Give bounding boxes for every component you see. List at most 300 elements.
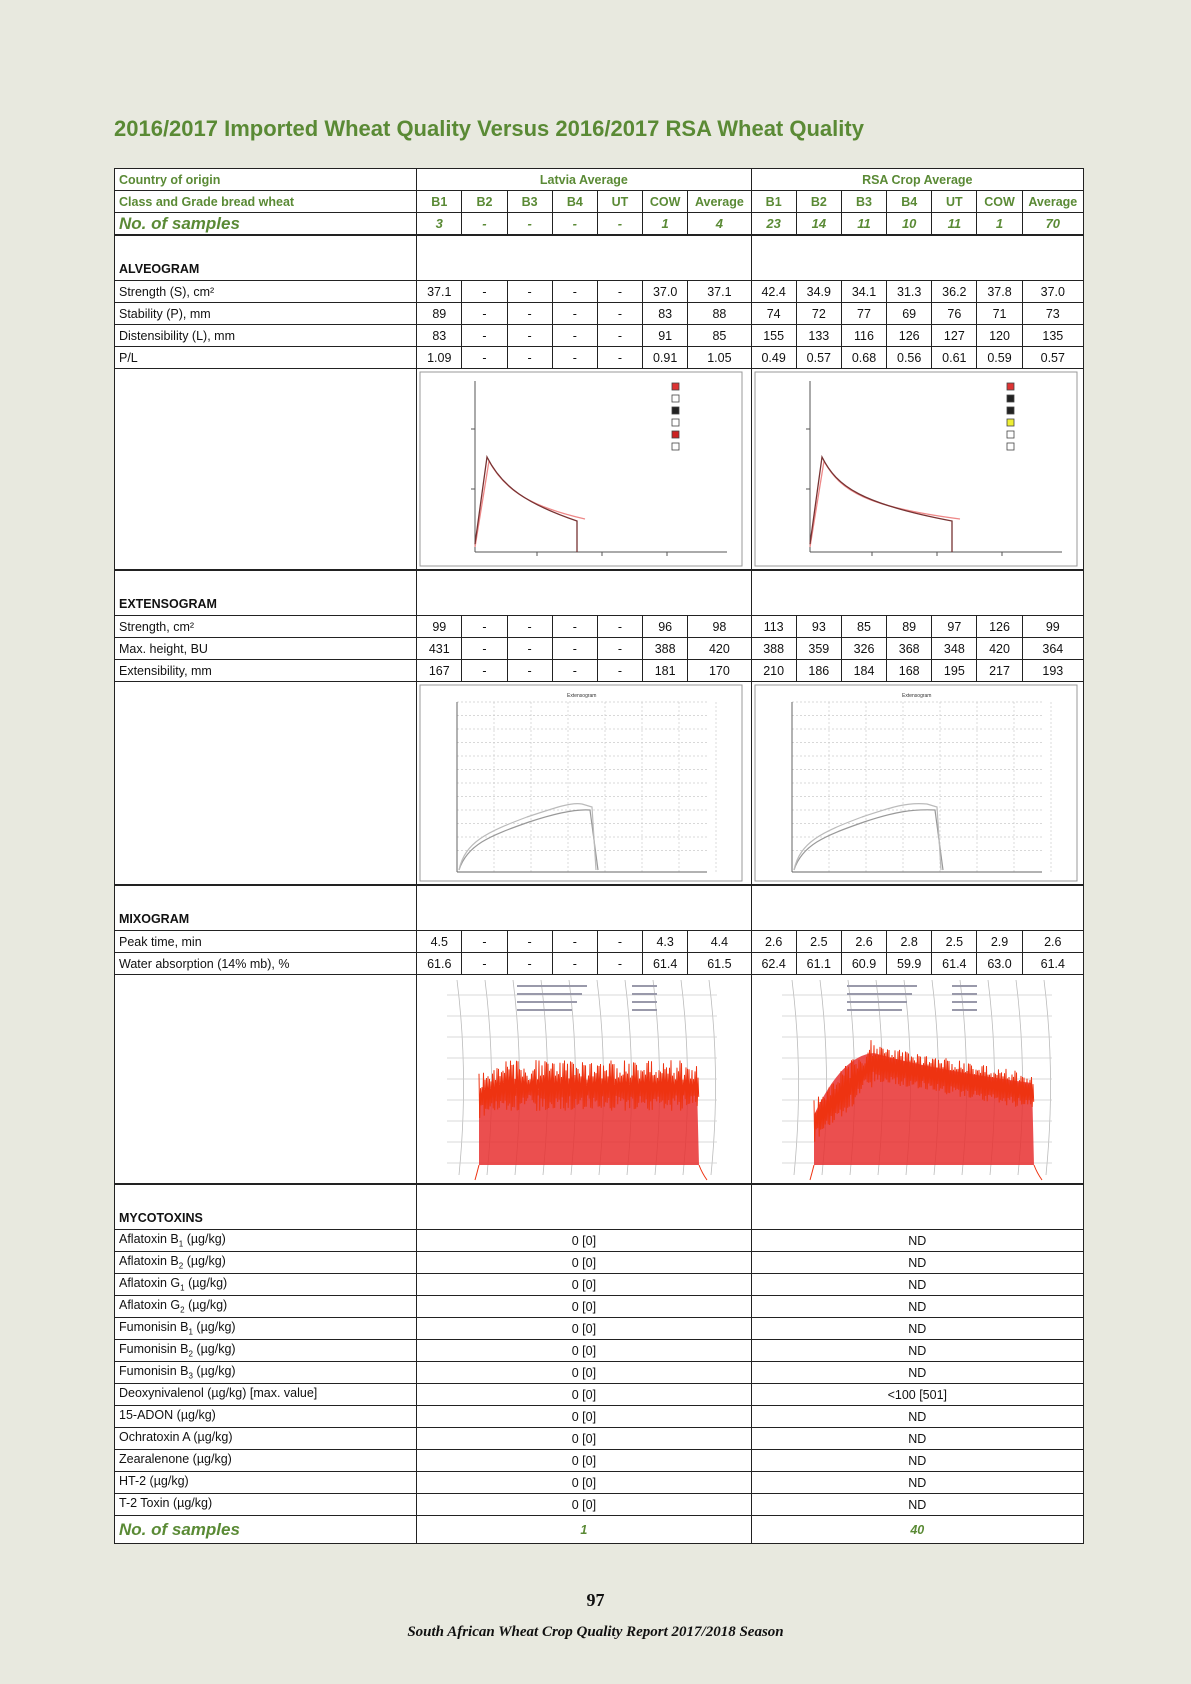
value-cell: 2.6 xyxy=(841,931,886,953)
value-cell: 2.8 xyxy=(887,931,932,953)
value-cell: - xyxy=(507,953,552,975)
value-cell: - xyxy=(552,953,597,975)
rsa-value: ND xyxy=(751,1230,1083,1252)
value-cell: 59.9 xyxy=(887,953,932,975)
rsa-value: ND xyxy=(751,1296,1083,1318)
rsa-heading: RSA Crop Average xyxy=(751,169,1083,191)
row-label xyxy=(115,1472,417,1494)
mixogram-graph-latvia xyxy=(417,975,751,1185)
row-label xyxy=(115,1384,417,1406)
value-cell: 63.0 xyxy=(977,953,1022,975)
section-blank xyxy=(417,885,751,931)
latvia-value: 0 [0] xyxy=(417,1450,751,1472)
row-label xyxy=(115,1340,417,1362)
grade-header: UT xyxy=(597,191,642,213)
value-cell: 96 xyxy=(643,616,688,638)
grade-header: B4 xyxy=(887,191,932,213)
value-cell: - xyxy=(462,281,507,303)
row-label: Stability (P), mm xyxy=(115,303,417,325)
table-row xyxy=(115,347,1084,369)
toxin-name: Fumonisin B xyxy=(119,1342,189,1357)
value-cell: - xyxy=(507,303,552,325)
value-cell: 0.68 xyxy=(841,347,886,369)
value-cell: 135 xyxy=(1022,325,1083,347)
mixogram-graph-blank xyxy=(115,975,417,1185)
extensogram-graph-blank xyxy=(115,682,417,886)
sample-count: 70 xyxy=(1022,213,1083,236)
value-cell: 4.5 xyxy=(417,931,462,953)
value-cell: 99 xyxy=(1022,616,1083,638)
footer-samples-label: No. of samples xyxy=(115,1516,417,1544)
value-cell: - xyxy=(597,347,642,369)
value-cell: 34.9 xyxy=(796,281,841,303)
value-cell: - xyxy=(462,931,507,953)
value-cell: 431 xyxy=(417,638,462,660)
value-cell: - xyxy=(552,303,597,325)
table-row xyxy=(115,1450,1084,1472)
grade-header: UT xyxy=(932,191,977,213)
value-cell: 1.05 xyxy=(688,347,751,369)
grade-header: B4 xyxy=(552,191,597,213)
table-row xyxy=(115,682,1084,886)
value-cell: 127 xyxy=(932,325,977,347)
alveogram-rsa-chart xyxy=(752,369,1080,569)
grade-header: COW xyxy=(977,191,1022,213)
sample-count: 3 xyxy=(417,213,462,236)
sample-count: - xyxy=(462,213,507,236)
sample-count: 1 xyxy=(977,213,1022,236)
toxin-unit: (µg/kg) xyxy=(184,1276,228,1291)
value-cell: 120 xyxy=(977,325,1022,347)
grade-header: B3 xyxy=(841,191,886,213)
latvia-value: 0 [0] xyxy=(417,1296,751,1318)
table-row xyxy=(115,1494,1084,1516)
value-cell: 0.59 xyxy=(977,347,1022,369)
value-cell: 72 xyxy=(796,303,841,325)
value-cell: - xyxy=(552,638,597,660)
value-cell: 73 xyxy=(1022,303,1083,325)
toxin-subscript: 2 xyxy=(178,1261,184,1271)
toxin-unit: (µg/kg) xyxy=(183,1232,226,1247)
value-cell: - xyxy=(507,660,552,682)
section-blank xyxy=(417,570,751,616)
latvia-heading: Latvia Average xyxy=(417,169,751,191)
value-cell: 91 xyxy=(643,325,688,347)
toxin-unit: (µg/kg) xyxy=(192,1320,236,1335)
row-label: P/L xyxy=(115,347,417,369)
table-row xyxy=(115,235,1084,281)
section-blank xyxy=(751,1184,1083,1230)
graph-label: Extensogram xyxy=(567,693,597,699)
footer-latvia-samples: 1 xyxy=(417,1516,751,1544)
toxin-name: HT-2 (µg/kg) xyxy=(119,1474,189,1489)
latvia-value: 0 [0] xyxy=(417,1318,751,1340)
rsa-value: ND xyxy=(751,1428,1083,1450)
toxin-name: Fumonisin B xyxy=(119,1320,189,1335)
latvia-value: 0 [0] xyxy=(417,1230,751,1252)
toxin-subscript: 1 xyxy=(180,1283,185,1293)
value-cell: 61.6 xyxy=(417,953,462,975)
footer-text: South African Wheat Crop Quality Report 2017/2018 Season xyxy=(407,1624,784,1640)
value-cell: 2.6 xyxy=(751,931,796,953)
row-label: Max. height, BU xyxy=(115,638,417,660)
row-label xyxy=(115,1362,417,1384)
section-alveogram: ALVEOGRAM xyxy=(115,235,417,281)
value-cell: 184 xyxy=(841,660,886,682)
table-row xyxy=(115,1428,1084,1450)
value-cell: - xyxy=(552,347,597,369)
value-cell: 186 xyxy=(796,660,841,682)
toxin-subscript: 1 xyxy=(178,1239,184,1249)
row-label xyxy=(115,1296,417,1318)
extensogram-graph-rsa xyxy=(751,682,1083,886)
value-cell: 60.9 xyxy=(841,953,886,975)
row-label xyxy=(115,1450,417,1472)
table-row xyxy=(115,1318,1084,1340)
row-label xyxy=(115,1274,417,1296)
latvia-value: 0 [0] xyxy=(417,1428,751,1450)
value-cell: - xyxy=(597,638,642,660)
sample-count: 14 xyxy=(796,213,841,236)
sample-count: 10 xyxy=(887,213,932,236)
value-cell: 113 xyxy=(751,616,796,638)
toxin-name: Ochratoxin A (µg/kg) xyxy=(119,1430,233,1445)
row-label xyxy=(115,1252,417,1274)
value-cell: 420 xyxy=(688,638,751,660)
section-mixogram: MIXOGRAM xyxy=(115,885,417,931)
row-label: Strength, cm² xyxy=(115,616,417,638)
page-title: 2016/2017 Imported Wheat Quality Versus 2016/2017 RSA Wheat Quality xyxy=(114,116,864,141)
value-cell: 31.3 xyxy=(887,281,932,303)
value-cell: 181 xyxy=(643,660,688,682)
value-cell: - xyxy=(597,953,642,975)
sample-count: 11 xyxy=(932,213,977,236)
table-row xyxy=(115,931,1084,953)
value-cell: - xyxy=(597,325,642,347)
latvia-value: 0 [0] xyxy=(417,1384,751,1406)
sample-count: 4 xyxy=(688,213,751,236)
table-row xyxy=(115,213,1084,236)
value-cell: 364 xyxy=(1022,638,1083,660)
value-cell: 2.5 xyxy=(796,931,841,953)
grade-header: Average xyxy=(1022,191,1083,213)
sample-count: 1 xyxy=(643,213,688,236)
sample-count: 23 xyxy=(751,213,796,236)
row-label: Distensibility (L), mm xyxy=(115,325,417,347)
section-blank xyxy=(417,1184,751,1230)
value-cell: 0.57 xyxy=(796,347,841,369)
sample-count: 11 xyxy=(841,213,886,236)
latvia-value: 0 [0] xyxy=(417,1252,751,1274)
table-row xyxy=(115,1296,1084,1318)
value-cell: 326 xyxy=(841,638,886,660)
latvia-value: 0 [0] xyxy=(417,1274,751,1296)
value-cell: 2.9 xyxy=(977,931,1022,953)
table-row xyxy=(115,1362,1084,1384)
value-cell: - xyxy=(507,347,552,369)
value-cell: 168 xyxy=(887,660,932,682)
section-blank xyxy=(417,235,751,281)
toxin-name: T-2 Toxin (µg/kg) xyxy=(119,1496,213,1511)
value-cell: - xyxy=(507,616,552,638)
grade-header: B1 xyxy=(751,191,796,213)
value-cell: 0.61 xyxy=(932,347,977,369)
value-cell: 368 xyxy=(887,638,932,660)
latvia-value: 0 [0] xyxy=(417,1340,751,1362)
value-cell: - xyxy=(552,931,597,953)
class-label: Class and Grade bread wheat xyxy=(115,191,417,213)
value-cell: 170 xyxy=(688,660,751,682)
rsa-value: ND xyxy=(751,1340,1083,1362)
value-cell: - xyxy=(507,325,552,347)
toxin-unit: (µg/kg) xyxy=(183,1254,226,1269)
rsa-value: ND xyxy=(751,1274,1083,1296)
table-row xyxy=(115,1472,1084,1494)
value-cell: 76 xyxy=(932,303,977,325)
toxin-subscript: 3 xyxy=(188,1371,193,1381)
sample-count: - xyxy=(507,213,552,236)
value-cell: - xyxy=(507,638,552,660)
table-row xyxy=(115,1184,1084,1230)
latvia-value: 0 [0] xyxy=(417,1494,751,1516)
value-cell: 0.91 xyxy=(643,347,688,369)
value-cell: 155 xyxy=(751,325,796,347)
rsa-value: ND xyxy=(751,1318,1083,1340)
value-cell: 348 xyxy=(932,638,977,660)
toxin-name: Aflatoxin B xyxy=(119,1254,179,1269)
table-row xyxy=(115,570,1084,616)
mixogram-latvia-chart xyxy=(417,975,745,1183)
value-cell: - xyxy=(552,325,597,347)
value-cell: - xyxy=(597,303,642,325)
value-cell: 210 xyxy=(751,660,796,682)
value-cell: 62.4 xyxy=(751,953,796,975)
value-cell: 0.49 xyxy=(751,347,796,369)
grade-header: Average xyxy=(688,191,751,213)
toxin-name: 15-ADON (µg/kg) xyxy=(119,1408,216,1423)
rsa-value: ND xyxy=(751,1406,1083,1428)
value-cell: 89 xyxy=(887,616,932,638)
table-row xyxy=(115,953,1084,975)
mixogram-rsa-chart xyxy=(752,975,1080,1183)
table-row xyxy=(115,369,1084,571)
grade-header: B3 xyxy=(507,191,552,213)
graph-label: Extensogram xyxy=(901,693,932,699)
page-number: 97 xyxy=(586,1590,605,1610)
table-row xyxy=(115,281,1084,303)
toxin-name: Deoxynivalenol (µg/kg) [max. value] xyxy=(119,1386,318,1401)
value-cell: 1.09 xyxy=(417,347,462,369)
value-cell: 61.1 xyxy=(796,953,841,975)
grade-header: B2 xyxy=(462,191,507,213)
grade-header: B2 xyxy=(796,191,841,213)
value-cell: - xyxy=(462,325,507,347)
table-row xyxy=(115,616,1084,638)
value-cell: 71 xyxy=(977,303,1022,325)
section-mycotoxins: MYCOTOXINS xyxy=(115,1184,417,1230)
table-row xyxy=(115,1384,1084,1406)
grade-header: COW xyxy=(643,191,688,213)
value-cell: 37.1 xyxy=(417,281,462,303)
rsa-value: ND xyxy=(751,1362,1083,1384)
value-cell: - xyxy=(597,660,642,682)
rsa-value: <100 [501] xyxy=(751,1384,1083,1406)
value-cell: 37.0 xyxy=(1022,281,1083,303)
row-label xyxy=(115,1428,417,1450)
latvia-value: 0 [0] xyxy=(417,1362,751,1384)
value-cell: 4.3 xyxy=(643,931,688,953)
value-cell: 93 xyxy=(796,616,841,638)
value-cell: - xyxy=(597,616,642,638)
toxin-name: Fumonisin B xyxy=(119,1364,189,1379)
toxin-subscript: 2 xyxy=(188,1349,193,1359)
value-cell: - xyxy=(507,281,552,303)
value-cell: - xyxy=(597,931,642,953)
value-cell: 195 xyxy=(932,660,977,682)
alveogram-latvia-chart xyxy=(417,369,745,569)
value-cell: 2.5 xyxy=(932,931,977,953)
value-cell: - xyxy=(507,931,552,953)
value-cell: 116 xyxy=(841,325,886,347)
value-cell: 97 xyxy=(932,616,977,638)
section-blank xyxy=(751,570,1083,616)
table-row xyxy=(115,1406,1084,1428)
value-cell: - xyxy=(462,303,507,325)
value-cell: - xyxy=(462,660,507,682)
toxin-name: Zearalenone (µg/kg) xyxy=(119,1452,232,1467)
table-row xyxy=(115,191,1084,213)
value-cell: - xyxy=(552,616,597,638)
value-cell: 42.4 xyxy=(751,281,796,303)
sample-count: - xyxy=(597,213,642,236)
value-cell: 388 xyxy=(643,638,688,660)
alveogram-graph-rsa xyxy=(751,369,1083,571)
value-cell: 359 xyxy=(796,638,841,660)
value-cell: - xyxy=(552,281,597,303)
row-label: Peak time, min xyxy=(115,931,417,953)
toxin-name: Aflatoxin G xyxy=(119,1276,181,1291)
value-cell: 98 xyxy=(688,616,751,638)
rsa-value: ND xyxy=(751,1252,1083,1274)
table-row xyxy=(115,1230,1084,1252)
country-label: Country of origin xyxy=(115,169,417,191)
value-cell: 85 xyxy=(841,616,886,638)
value-cell: 85 xyxy=(688,325,751,347)
rsa-value: ND xyxy=(751,1450,1083,1472)
extensogram-graph-latvia xyxy=(417,682,751,886)
value-cell: 77 xyxy=(841,303,886,325)
value-cell: 61.4 xyxy=(643,953,688,975)
value-cell: 83 xyxy=(417,325,462,347)
row-label: Strength (S), cm² xyxy=(115,281,417,303)
quality-table xyxy=(114,168,1084,1544)
latvia-value: 0 [0] xyxy=(417,1472,751,1494)
value-cell: 37.0 xyxy=(643,281,688,303)
table-row xyxy=(115,303,1084,325)
toxin-name: Aflatoxin B xyxy=(119,1232,179,1247)
table-row xyxy=(115,638,1084,660)
value-cell: 89 xyxy=(417,303,462,325)
value-cell: 4.4 xyxy=(688,931,751,953)
section-blank xyxy=(751,235,1083,281)
extensogram-latvia-chart xyxy=(417,682,745,884)
samples-label: No. of samples xyxy=(115,213,417,236)
value-cell: 167 xyxy=(417,660,462,682)
value-cell: 0.56 xyxy=(887,347,932,369)
toxin-name: Aflatoxin G xyxy=(119,1298,181,1313)
value-cell: 388 xyxy=(751,638,796,660)
value-cell: - xyxy=(462,347,507,369)
value-cell: - xyxy=(597,281,642,303)
row-label xyxy=(115,1318,417,1340)
table-row xyxy=(115,325,1084,347)
value-cell: 37.8 xyxy=(977,281,1022,303)
row-label: Extensibility, mm xyxy=(115,660,417,682)
toxin-unit: (µg/kg) xyxy=(192,1364,236,1379)
row-label: Water absorption (14% mb), % xyxy=(115,953,417,975)
rsa-value: ND xyxy=(751,1472,1083,1494)
toxin-subscript: 1 xyxy=(188,1327,193,1337)
value-cell: 36.2 xyxy=(932,281,977,303)
value-cell: 61.4 xyxy=(932,953,977,975)
table-row xyxy=(115,1340,1084,1362)
alveogram-graph-latvia xyxy=(417,369,751,571)
value-cell: 88 xyxy=(688,303,751,325)
value-cell: 126 xyxy=(977,616,1022,638)
rsa-value: ND xyxy=(751,1494,1083,1516)
table-row xyxy=(115,885,1084,931)
mixogram-graph-rsa xyxy=(751,975,1083,1185)
table-row xyxy=(115,1516,1084,1544)
sample-count: - xyxy=(552,213,597,236)
value-cell: - xyxy=(462,638,507,660)
value-cell: - xyxy=(552,660,597,682)
value-cell: 61.4 xyxy=(1022,953,1083,975)
section-blank xyxy=(751,885,1083,931)
value-cell: - xyxy=(462,953,507,975)
table-row xyxy=(115,1274,1084,1296)
table-row xyxy=(115,975,1084,1185)
value-cell: 126 xyxy=(887,325,932,347)
toxin-subscript: 2 xyxy=(180,1305,185,1315)
toxin-unit: (µg/kg) xyxy=(184,1298,228,1313)
toxin-unit: (µg/kg) xyxy=(192,1342,236,1357)
value-cell: 61.5 xyxy=(688,953,751,975)
alveogram-graph-blank xyxy=(115,369,417,571)
table-row xyxy=(115,660,1084,682)
value-cell: 2.6 xyxy=(1022,931,1083,953)
value-cell: 420 xyxy=(977,638,1022,660)
value-cell: 193 xyxy=(1022,660,1083,682)
footer-rsa-samples: 40 xyxy=(751,1516,1083,1544)
value-cell: 83 xyxy=(643,303,688,325)
latvia-value: 0 [0] xyxy=(417,1406,751,1428)
table-row xyxy=(115,169,1084,191)
value-cell: 69 xyxy=(887,303,932,325)
grade-header: B1 xyxy=(417,191,462,213)
value-cell: 34.1 xyxy=(841,281,886,303)
value-cell: - xyxy=(462,616,507,638)
value-cell: 133 xyxy=(796,325,841,347)
value-cell: 37.1 xyxy=(688,281,751,303)
value-cell: 0.57 xyxy=(1022,347,1083,369)
value-cell: 74 xyxy=(751,303,796,325)
section-extensogram: EXTENSOGRAM xyxy=(115,570,417,616)
row-label xyxy=(115,1406,417,1428)
row-label xyxy=(115,1494,417,1516)
row-label xyxy=(115,1230,417,1252)
extensogram-rsa-chart xyxy=(752,682,1080,884)
